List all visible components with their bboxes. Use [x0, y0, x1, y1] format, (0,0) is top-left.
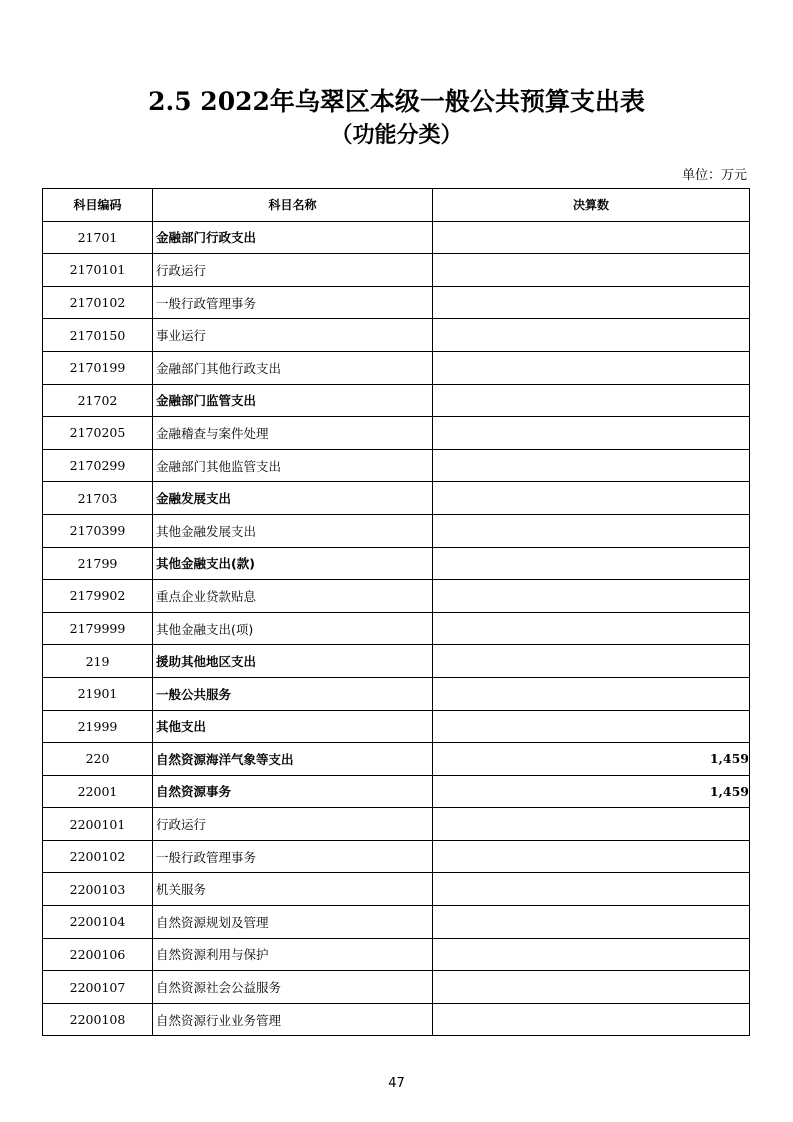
table-row	[43, 645, 750, 678]
row-code: 2200101	[43, 808, 153, 841]
row-code: 21799	[43, 547, 153, 580]
row-name: 援助其他地区支出	[153, 645, 433, 678]
row-name: 重点企业贷款贴息	[153, 580, 433, 613]
row-name: 自然资源利用与保护	[153, 938, 433, 971]
header-value: 决算数	[433, 189, 750, 222]
header-code: 科目编码	[43, 189, 153, 222]
table-row	[43, 971, 750, 1004]
row-value	[433, 906, 750, 939]
table-row	[43, 351, 750, 384]
table-row	[43, 775, 750, 808]
page-title: 2.5 2022年乌翠区本级一般公共预算支出表	[148, 87, 645, 116]
row-code: 2170299	[43, 449, 153, 482]
row-name: 其他金融支出(款)	[153, 547, 433, 580]
header-name: 科目名称	[153, 189, 433, 222]
row-code: 21701	[43, 221, 153, 254]
table-row	[43, 384, 750, 417]
row-value	[433, 449, 750, 482]
row-value	[433, 612, 750, 645]
row-code: 2200107	[43, 971, 153, 1004]
row-name: 其他金融发展支出	[153, 514, 433, 547]
row-code: 2170150	[43, 319, 153, 352]
row-code: 21999	[43, 710, 153, 743]
table-row	[43, 547, 750, 580]
row-name: 一般行政管理事务	[153, 840, 433, 873]
table-row	[43, 580, 750, 613]
row-name: 金融部门行政支出	[153, 221, 433, 254]
row-value	[433, 221, 750, 254]
row-code: 2179999	[43, 612, 153, 645]
table-row	[43, 808, 750, 841]
row-code: 219	[43, 645, 153, 678]
row-code: 21702	[43, 384, 153, 417]
row-value	[433, 971, 750, 1004]
row-name: 自然资源事务	[153, 775, 433, 808]
table-row	[43, 1003, 750, 1036]
row-value	[433, 938, 750, 971]
row-name: 金融发展支出	[153, 482, 433, 515]
row-code: 21703	[43, 482, 153, 515]
page-number: 47	[388, 1076, 405, 1091]
table-row	[43, 710, 750, 743]
row-name: 事业运行	[153, 319, 433, 352]
row-name: 自然资源行业业务管理	[153, 1003, 433, 1036]
budget-table	[42, 188, 750, 1036]
row-name: 一般公共服务	[153, 677, 433, 710]
row-name: 一般行政管理事务	[153, 286, 433, 319]
row-name: 自然资源社会公益服务	[153, 971, 433, 1004]
row-name: 其他金融支出(项)	[153, 612, 433, 645]
row-code: 2200102	[43, 840, 153, 873]
row-name: 金融部门监管支出	[153, 384, 433, 417]
row-value	[433, 482, 750, 515]
row-name: 行政运行	[153, 808, 433, 841]
row-code: 2170399	[43, 514, 153, 547]
unit-label: 单位：万元	[681, 168, 747, 183]
row-name: 金融部门其他监管支出	[153, 449, 433, 482]
table-row	[43, 449, 750, 482]
row-name: 自然资源海洋气象等支出	[153, 743, 433, 776]
row-value	[433, 710, 750, 743]
row-value	[433, 351, 750, 384]
table-row	[43, 286, 750, 319]
table-row	[43, 417, 750, 450]
row-value	[433, 286, 750, 319]
table-row	[43, 840, 750, 873]
row-name: 机关服务	[153, 873, 433, 906]
row-code: 2200108	[43, 1003, 153, 1036]
row-value	[433, 808, 750, 841]
row-code: 2170205	[43, 417, 153, 450]
row-name: 其他支出	[153, 710, 433, 743]
row-value	[433, 254, 750, 287]
row-value	[433, 1003, 750, 1036]
row-value	[433, 547, 750, 580]
table-row	[43, 906, 750, 939]
table-row	[43, 482, 750, 515]
row-value	[433, 384, 750, 417]
row-code: 2170199	[43, 351, 153, 384]
row-value: 1,459	[433, 775, 750, 808]
table-row	[43, 319, 750, 352]
row-value	[433, 319, 750, 352]
row-code: 220	[43, 743, 153, 776]
table-row	[43, 938, 750, 971]
table-header-row	[43, 189, 750, 222]
row-code: 2200106	[43, 938, 153, 971]
row-name: 行政运行	[153, 254, 433, 287]
row-code: 21901	[43, 677, 153, 710]
table-row	[43, 514, 750, 547]
row-name: 自然资源规划及管理	[153, 906, 433, 939]
page-subtitle: （功能分类）	[330, 123, 463, 148]
row-code: 2179902	[43, 580, 153, 613]
row-value: 1,459	[433, 743, 750, 776]
table-row	[43, 873, 750, 906]
row-value	[433, 873, 750, 906]
row-code: 2200104	[43, 906, 153, 939]
table-row	[43, 254, 750, 287]
row-value	[433, 840, 750, 873]
table-body	[43, 221, 750, 1036]
row-value	[433, 417, 750, 450]
row-value	[433, 514, 750, 547]
row-code: 2200103	[43, 873, 153, 906]
table-row	[43, 221, 750, 254]
row-code: 22001	[43, 775, 153, 808]
row-name: 金融稽查与案件处理	[153, 417, 433, 450]
table-row	[43, 677, 750, 710]
row-value	[433, 677, 750, 710]
row-value	[433, 645, 750, 678]
row-code: 2170102	[43, 286, 153, 319]
table-row	[43, 743, 750, 776]
row-name: 金融部门其他行政支出	[153, 351, 433, 384]
row-code: 2170101	[43, 254, 153, 287]
table-row	[43, 612, 750, 645]
row-value	[433, 580, 750, 613]
